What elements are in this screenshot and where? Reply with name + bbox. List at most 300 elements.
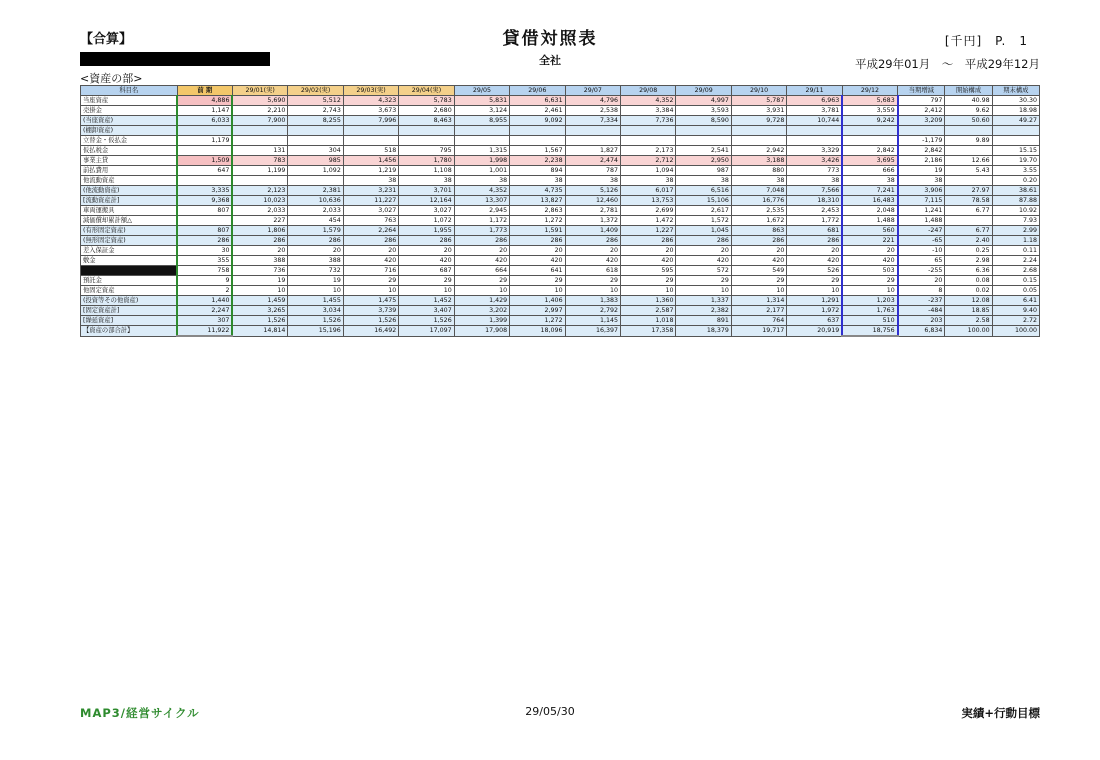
table-cell: 2,247 [177,306,232,316]
table-cell [992,126,1039,136]
table-cell: 87.88 [992,196,1039,206]
table-cell [945,126,992,136]
table-cell: -484 [898,306,945,316]
table-cell: 618 [565,266,620,276]
table-cell: 304 [288,146,343,156]
table-cell: 1,092 [288,166,343,176]
table-cell: 2.58 [945,316,992,326]
table-cell: 2,712 [621,156,676,166]
table-cell: 5,783 [399,96,454,106]
table-cell: 9,728 [731,116,786,126]
table-cell: 286 [343,236,398,246]
table-cell: 2,173 [621,146,676,156]
table-row [81,286,1040,296]
table-cell [232,126,287,136]
table-cell: 29 [565,276,620,286]
table-row [81,296,1040,306]
table-cell: 3,202 [454,306,509,316]
table-cell: 2,617 [676,206,731,216]
table-cell: 11,227 [343,196,398,206]
table-cell: 5,683 [842,96,897,106]
table-cell: 2.72 [992,316,1039,326]
table-row [81,226,1040,236]
table-cell: 7,048 [731,186,786,196]
table-cell: 355 [177,256,232,266]
table-cell: 0.15 [992,276,1039,286]
table-cell [288,176,343,186]
table-cell: 29 [510,276,565,286]
table-cell: 1,045 [676,226,731,236]
table-cell: 2,950 [676,156,731,166]
table-cell: 10 [731,286,786,296]
table-cell: 454 [288,216,343,226]
table-cell: 2,792 [565,306,620,316]
table-cell: 10 [288,286,343,296]
table-cell: 1,241 [898,206,945,216]
table-cell: 2,033 [288,206,343,216]
table-row [81,246,1040,256]
table-cell: 420 [399,256,454,266]
table-cell: 2,177 [731,306,786,316]
table-cell: 8,590 [676,116,731,126]
table-cell [510,136,565,146]
row-label: (棚卸資産) [81,126,178,136]
table-cell: 560 [842,226,897,236]
table-cell: 20 [510,246,565,256]
table-cell: 1,806 [232,226,287,236]
table-cell: 9,092 [510,116,565,126]
table-cell [343,136,398,146]
column-header: 29/08 [621,86,676,96]
table-cell: 2,474 [565,156,620,166]
table-cell: 3.55 [992,166,1039,176]
table-cell: 6,033 [177,116,232,126]
table-cell: 1,372 [565,216,620,226]
row-label: (当座資産) [81,116,178,126]
table-cell: 2,699 [621,206,676,216]
table-row [81,316,1040,326]
table-cell: 12,164 [399,196,454,206]
table-cell: 15,106 [676,196,731,206]
table-cell: 420 [676,256,731,266]
table-cell [787,126,842,136]
table-cell: 4,997 [676,96,731,106]
table-cell: 10,023 [232,196,287,206]
table-cell: 286 [399,236,454,246]
table-cell: 18,756 [842,326,897,337]
table-cell: 1,440 [177,296,232,306]
table-cell: 716 [343,266,398,276]
table-cell: 7,241 [842,186,897,196]
table-cell: 1,314 [731,296,786,306]
table-cell: 10 [343,286,398,296]
table-cell [898,126,945,136]
table-cell: 681 [787,226,842,236]
table-cell: 388 [232,256,287,266]
table-cell: 19.70 [992,156,1039,166]
table-cell: 985 [288,156,343,166]
table-cell [621,126,676,136]
table-cell: 2,842 [898,146,945,156]
table-cell: 286 [232,236,287,246]
table-cell: 10 [676,286,731,296]
table-cell: 6.36 [945,266,992,276]
table-cell: 3,426 [787,156,842,166]
table-cell: 1,526 [288,316,343,326]
table-cell: 572 [676,266,731,276]
table-cell: 420 [454,256,509,266]
table-cell [510,126,565,136]
row-label: 他固定資産 [81,286,178,296]
table-cell: 14,814 [232,326,287,337]
row-label: 車両運搬具 [81,206,178,216]
table-cell: 38 [621,176,676,186]
table-cell: 1,072 [399,216,454,226]
table-cell: 203 [898,316,945,326]
table-cell: 1,018 [621,316,676,326]
table-cell: 20 [898,276,945,286]
table-cell: 19 [232,276,287,286]
table-cell: 758 [177,266,232,276]
table-cell: 10 [621,286,676,296]
table-cell [565,126,620,136]
table-cell: 38 [676,176,731,186]
table-cell: 2,680 [399,106,454,116]
table-cell: 286 [731,236,786,246]
table-cell: 3,559 [842,106,897,116]
table-cell: 6,963 [787,96,842,106]
table-cell: 38 [343,176,398,186]
table-cell: -255 [898,266,945,276]
table-cell: 388 [288,256,343,266]
table-cell: 1,094 [621,166,676,176]
row-label: [繰延資産] [81,316,178,326]
table-cell: 880 [731,166,786,176]
table-cell: 647 [177,166,232,176]
table-cell: 2,382 [676,306,731,316]
table-cell: 13,307 [454,196,509,206]
table-cell: 286 [565,236,620,246]
column-header: 29/04(実) [399,86,454,96]
table-cell: 1,399 [454,316,509,326]
table-cell: 3,695 [842,156,897,166]
table-cell: 3,124 [454,106,509,116]
table-cell: 8,463 [399,116,454,126]
table-row [81,116,1040,126]
table-cell: 1,472 [621,216,676,226]
table-cell: 2,123 [232,186,287,196]
table-cell [177,176,232,186]
table-cell: 1,579 [288,226,343,236]
table-row [81,306,1040,316]
table-cell: 2.98 [945,256,992,266]
table-cell: 2.24 [992,256,1039,266]
report-subtitle: 全社 [539,54,561,67]
table-cell: 13,753 [621,196,676,206]
row-label: 事業主貸 [81,156,178,166]
table-cell: 15,196 [288,326,343,337]
table-cell: 1,526 [343,316,398,326]
table-cell: 20 [454,246,509,256]
table-cell [731,126,786,136]
table-cell [621,136,676,146]
table-cell: 2,461 [510,106,565,116]
table-cell: 9 [177,276,232,286]
table-cell: 10 [842,286,897,296]
table-cell: 50.60 [945,116,992,126]
table-cell: 420 [510,256,565,266]
table-cell: 2,997 [510,306,565,316]
table-cell: 1,572 [676,216,731,226]
table-cell: 2,186 [898,156,945,166]
table-cell: 6.41 [992,296,1039,306]
period-label: 平成29年01月 ～ 平成29年12月 [854,57,1040,71]
column-header: 29/11 [787,86,842,96]
table-cell: 687 [399,266,454,276]
table-cell: 863 [731,226,786,236]
table-cell: 78.58 [945,196,992,206]
table-cell: 1,429 [454,296,509,306]
table-cell: 1,488 [842,216,897,226]
table-cell: 7,900 [232,116,287,126]
table-cell: 595 [621,266,676,276]
table-cell: 807 [177,206,232,216]
table-cell: 1,409 [565,226,620,236]
table-cell: 30 [177,246,232,256]
table-cell: 40.98 [945,96,992,106]
balance-sheet-table [80,85,1040,337]
table-cell: 12.08 [945,296,992,306]
table-cell: 2,781 [565,206,620,216]
table-row [81,126,1040,136]
table-row [81,326,1040,337]
table-cell: 6,834 [898,326,945,337]
table-cell: 1,780 [399,156,454,166]
table-cell: 1,456 [343,156,398,166]
table-cell: 420 [565,256,620,266]
table-cell: 1,998 [454,156,509,166]
table-cell: 510 [842,316,897,326]
table-cell: 65 [898,256,945,266]
table-cell: 20 [232,246,287,256]
column-header: 29/09 [676,86,731,96]
table-cell: 1,001 [454,166,509,176]
table-cell: 4,352 [621,96,676,106]
table-cell: 1,315 [454,146,509,156]
table-cell [399,136,454,146]
table-cell: 11,922 [177,326,232,337]
table-cell: 3,407 [399,306,454,316]
table-cell: 8 [898,286,945,296]
table-cell: 1,406 [510,296,565,306]
column-header: 前 期 [177,86,232,96]
table-cell: 9.89 [945,136,992,146]
table-cell: 29 [676,276,731,286]
table-row [81,136,1040,146]
table-cell: 2.68 [992,266,1039,276]
table-cell [454,126,509,136]
table-cell [343,126,398,136]
table-cell: 1,827 [565,146,620,156]
table-cell: 20 [343,246,398,256]
table-cell: 38 [842,176,897,186]
row-label: 立替金・仮払金 [81,136,178,146]
table-cell: 10 [232,286,287,296]
table-cell: 763 [343,216,398,226]
row-label: 他流動資産 [81,176,178,186]
table-cell [177,146,232,156]
table-cell: 16,397 [565,326,620,337]
table-cell: 286 [621,236,676,246]
table-cell: 1,455 [288,296,343,306]
row-label: 売掛金 [81,106,178,116]
table-cell: 5,126 [565,186,620,196]
table-cell: 29 [399,276,454,286]
table-row [81,216,1040,226]
table-cell: 30.30 [992,96,1039,106]
table-cell [288,126,343,136]
table-cell: 38 [787,176,842,186]
table-cell: 29 [842,276,897,286]
table-cell: 2 [177,286,232,296]
table-cell: 17,908 [454,326,509,337]
table-cell: 0.05 [992,286,1039,296]
table-cell: 3,335 [177,186,232,196]
table-cell: 783 [232,156,287,166]
row-label: 仮払税金 [81,146,178,156]
table-header-row [81,86,1040,96]
table-cell: 10 [565,286,620,296]
column-header: 当期増減 [898,86,945,96]
table-cell: 6,516 [676,186,731,196]
table-cell: -10 [898,246,945,256]
table-cell: 3,027 [399,206,454,216]
table-cell: 2,942 [731,146,786,156]
table-cell: 420 [621,256,676,266]
table-cell [454,136,509,146]
table-cell [565,136,620,146]
table-cell: 526 [787,266,842,276]
table-cell: 2,587 [621,306,676,316]
table-cell: 7.93 [992,216,1039,226]
table-cell: 38 [454,176,509,186]
table-cell: 894 [510,166,565,176]
table-cell: 38 [565,176,620,186]
row-label: 敷金 [81,256,178,266]
table-cell: 307 [177,316,232,326]
table-cell: 3,701 [399,186,454,196]
table-cell: 3,781 [787,106,842,116]
row-label: [固定資産計] [81,306,178,316]
table-cell: 549 [731,266,786,276]
table-cell: 1,567 [510,146,565,156]
table-cell: 1,172 [454,216,509,226]
table-cell: 3,593 [676,106,731,116]
table-row [81,166,1040,176]
table-cell: 1,199 [232,166,287,176]
table-cell: 100.00 [992,326,1039,337]
table-cell: 1,291 [787,296,842,306]
table-cell: 1,145 [565,316,620,326]
table-cell: 795 [399,146,454,156]
table-cell: 1,955 [399,226,454,236]
table-cell: 2,048 [842,206,897,216]
table-cell: 664 [454,266,509,276]
table-cell: 5,690 [232,96,287,106]
table-cell: 3,027 [343,206,398,216]
table-row [81,176,1040,186]
table-cell [399,126,454,136]
table-cell: 18.85 [945,306,992,316]
table-cell: 29 [731,276,786,286]
table-cell: 764 [731,316,786,326]
table-cell: 10 [454,286,509,296]
table-cell: 1,672 [731,216,786,226]
table-cell: 4,886 [177,96,232,106]
table-cell: 797 [898,96,945,106]
table-row [81,146,1040,156]
table-cell: 18,310 [787,196,842,206]
table-cell: 227 [232,216,287,226]
table-cell: 0.11 [992,246,1039,256]
table-cell: 0.25 [945,246,992,256]
table-cell: 1,972 [787,306,842,316]
table-row [81,96,1040,106]
table-cell: 1,526 [399,316,454,326]
table-row [81,196,1040,206]
table-cell: 18.98 [992,106,1039,116]
table-cell: 2,210 [232,106,287,116]
table-cell: 0.20 [992,176,1039,186]
table-cell [787,136,842,146]
table-cell: 16,483 [842,196,897,206]
table-cell: 10,744 [787,116,842,126]
column-header: 29/12 [842,86,897,96]
column-header: 科目名 [81,86,178,96]
table-cell [945,176,992,186]
table-cell: 2,412 [898,106,945,116]
table-cell: 1,452 [399,296,454,306]
table-cell [676,126,731,136]
row-label: 前払費用 [81,166,178,176]
table-cell [992,136,1039,146]
table-cell: 1,272 [510,316,565,326]
table-cell: 732 [288,266,343,276]
table-row [81,256,1040,266]
table-cell: 666 [842,166,897,176]
table-cell: 20 [676,246,731,256]
table-cell: 9,242 [842,116,897,126]
table-cell: 1,272 [510,216,565,226]
table-cell: 1,509 [177,156,232,166]
table-cell [676,136,731,146]
row-label: [流動資産計] [81,196,178,206]
table-cell: 5,512 [288,96,343,106]
table-cell: 12,460 [565,196,620,206]
table-cell: 9.62 [945,106,992,116]
table-cell: 0.08 [945,276,992,286]
table-cell [232,136,287,146]
table-cell: 20 [399,246,454,256]
table-cell: 518 [343,146,398,156]
table-cell: 9.40 [992,306,1039,316]
unit-page-label: [千円] P. 1 [944,34,1028,48]
table-cell: 18,379 [676,326,731,337]
table-cell: 12.66 [945,156,992,166]
table-cell: 38 [731,176,786,186]
table-cell: 20 [787,246,842,256]
table-cell: 6,631 [510,96,565,106]
